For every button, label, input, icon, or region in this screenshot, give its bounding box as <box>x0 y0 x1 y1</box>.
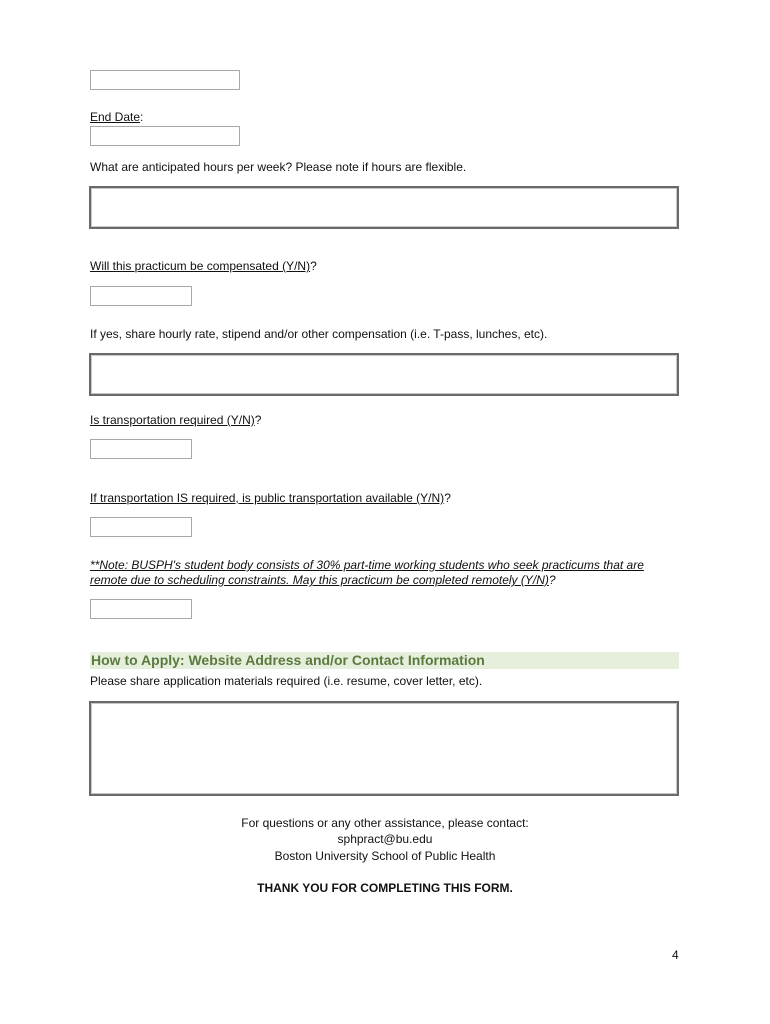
public-transport-question <box>90 491 451 506</box>
how-to-apply-section-header <box>90 652 679 669</box>
page-number: 4 <box>672 948 679 962</box>
transport-required-text: Is transportation required (Y/N) <box>90 413 255 427</box>
compensation-details-question: If yes, share hourly rate, stipend and/or other compensation (i.e. T-pass, lunches, etc). <box>90 327 548 341</box>
public-transport-input[interactable] <box>90 517 192 537</box>
contact-email: sphpract@bu.edu <box>337 832 433 846</box>
application-materials-question: Please share application materials required (i.e. resume, cover letter, etc). <box>90 674 483 688</box>
start-date-input[interactable] <box>90 70 240 90</box>
remote-note-line1-text: **Note: BUSPH's student body consists of 30% part-time working students who seek practicums that are <box>90 558 644 572</box>
end-date-label <box>90 110 143 125</box>
remote-note-line2 <box>90 573 556 588</box>
transport-required-question <box>90 413 261 428</box>
public-transport-text: If transportation IS required, is public transportation available (Y/N) <box>90 491 445 505</box>
compensation-details-textarea[interactable] <box>89 353 679 396</box>
transport-required-suffix: ? <box>254 413 262 427</box>
remote-note-suffix: ? <box>548 573 556 587</box>
compensated-question-suffix: ? <box>310 259 317 273</box>
hours-textarea[interactable] <box>89 186 679 229</box>
public-transport-suffix: ? <box>444 491 451 505</box>
remote-note-line2-text: remote due to scheduling constraints. May this practicum be completed remotely (Y/N) <box>90 573 549 587</box>
end-date-label-suffix: : <box>140 110 144 124</box>
contact-line: For questions or any other assistance, please contact: <box>241 816 529 830</box>
remote-input[interactable] <box>90 599 192 619</box>
remote-note-line1 <box>90 558 644 573</box>
thank-you-message: THANK YOU FOR COMPLETING THIS FORM. <box>257 881 513 895</box>
how-to-apply-title: How to Apply: Website Address and/or Contact Information <box>91 652 485 668</box>
application-materials-textarea[interactable] <box>89 701 679 796</box>
end-date-label-text: End Date <box>90 110 141 124</box>
hours-question: What are anticipated hours per week? Please note if hours are flexible. <box>90 160 467 174</box>
compensated-input[interactable] <box>90 286 192 306</box>
transport-required-input[interactable] <box>90 439 192 459</box>
end-date-input[interactable] <box>90 126 240 146</box>
compensated-question <box>90 259 317 274</box>
compensated-question-text: Will this practicum be compensated (Y/N) <box>90 259 311 273</box>
contact-organization: Boston University School of Public Health <box>274 849 496 863</box>
